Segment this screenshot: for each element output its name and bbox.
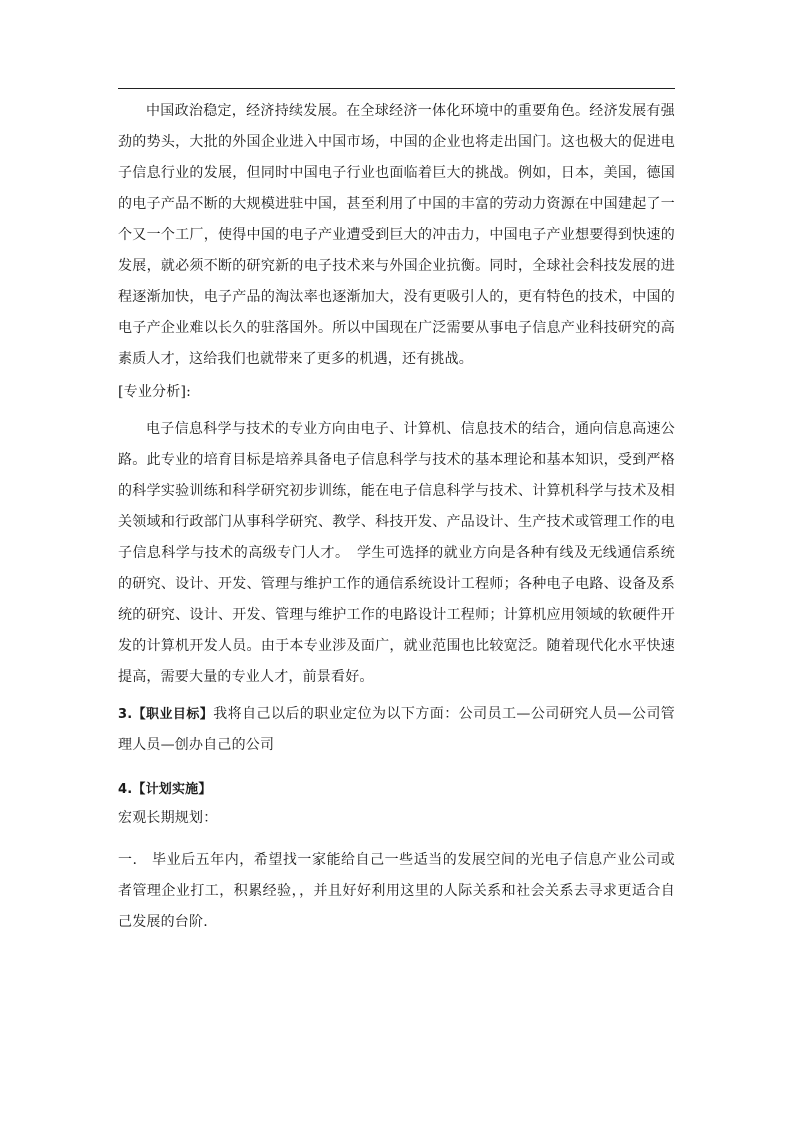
plan-heading: 4.【计划实施】	[118, 782, 212, 797]
section-label-major-analysis: [专业分析]:	[118, 384, 192, 400]
paragraph-major-analysis: 电子信息科学与技术的专业方向由电子、计算机、信息技术的结合，通向信息高速公路。此专业的培育目标是培养具备电子信息科学与技术的基本理论和基本知识，受到严格的科学实验训练和科学研究初步训练，能在电子信息科学与技术、计算机科学与技术及相关领域和行政部门从事科学研究、教学、科技开发、产品设计、生产技术或管理工作的电子信息科学与技术的高级专门人才。 学生可选择的就业方向是各种有线及无线通信系统的研究、设计、开发、管理与维护工作的通信系统设计工程师；各种电子电路、设备及系统的研究、设计、开发、管理与维护工作的电路设计工程师；计算机应用领域的软硬件开发的计算机开发人员。由于本专业涉及面广，就业范围也比较宽泛。随着现代化水平快速提高，需要大量的专业人才，前景看好。	[118, 421, 675, 685]
career-goal	[118, 699, 675, 761]
macro-plan-label: 宏观长期规划：	[118, 810, 218, 826]
career-goal-heading: 3.【职业目标】	[118, 707, 214, 722]
header-rule	[118, 88, 675, 89]
document-body	[118, 96, 675, 938]
plan-item-1: 一. 毕业后五年内，希望找一家能给自己一些适当的发展空间的光电子信息产业公司或者管理企业打工，积累经验，，并且好好利用这里的人际关系和社会关系去寻求更适合自己发展的台阶.	[118, 852, 675, 930]
career-goal-text: 我将自己以后的职业定位为以下方面：公司员工—公司研究人员—公司管理人员—创办自己的公司	[118, 706, 675, 753]
paragraph-china-economy: 中国政治稳定，经济持续发展。在全球经济一体化环境中的重要角色。经济发展有强劲的势头，大批的外国企业进入中国市场，中国的企业也将走出国门。这也极大的促进电子信息行业的发展，但同时中国电子行业也面临着巨大的挑战。例如，日本，美国，德国的电子产品不断的大规模进驻中国，甚至利用了中国的丰富的劳动力资源在中国建起了一个又一个工厂，使得中国的电子产业遭受到巨大的冲击力，中国电子产业想要得到快速的发展，就必须不断的研究新的电子技术来与外国企业抗衡。同时，全球社会科技发展的进程逐渐加快，电子产品的淘汰率也逐渐加大，没有更吸引人的，更有特色的技术，中国的电子产企业难以长久的驻落国外。所以中国现在广泛需要从事电子信息产业科技研究的高素质人才，这给我们也就带来了更多的机遇，还有挑战。	[118, 103, 675, 367]
